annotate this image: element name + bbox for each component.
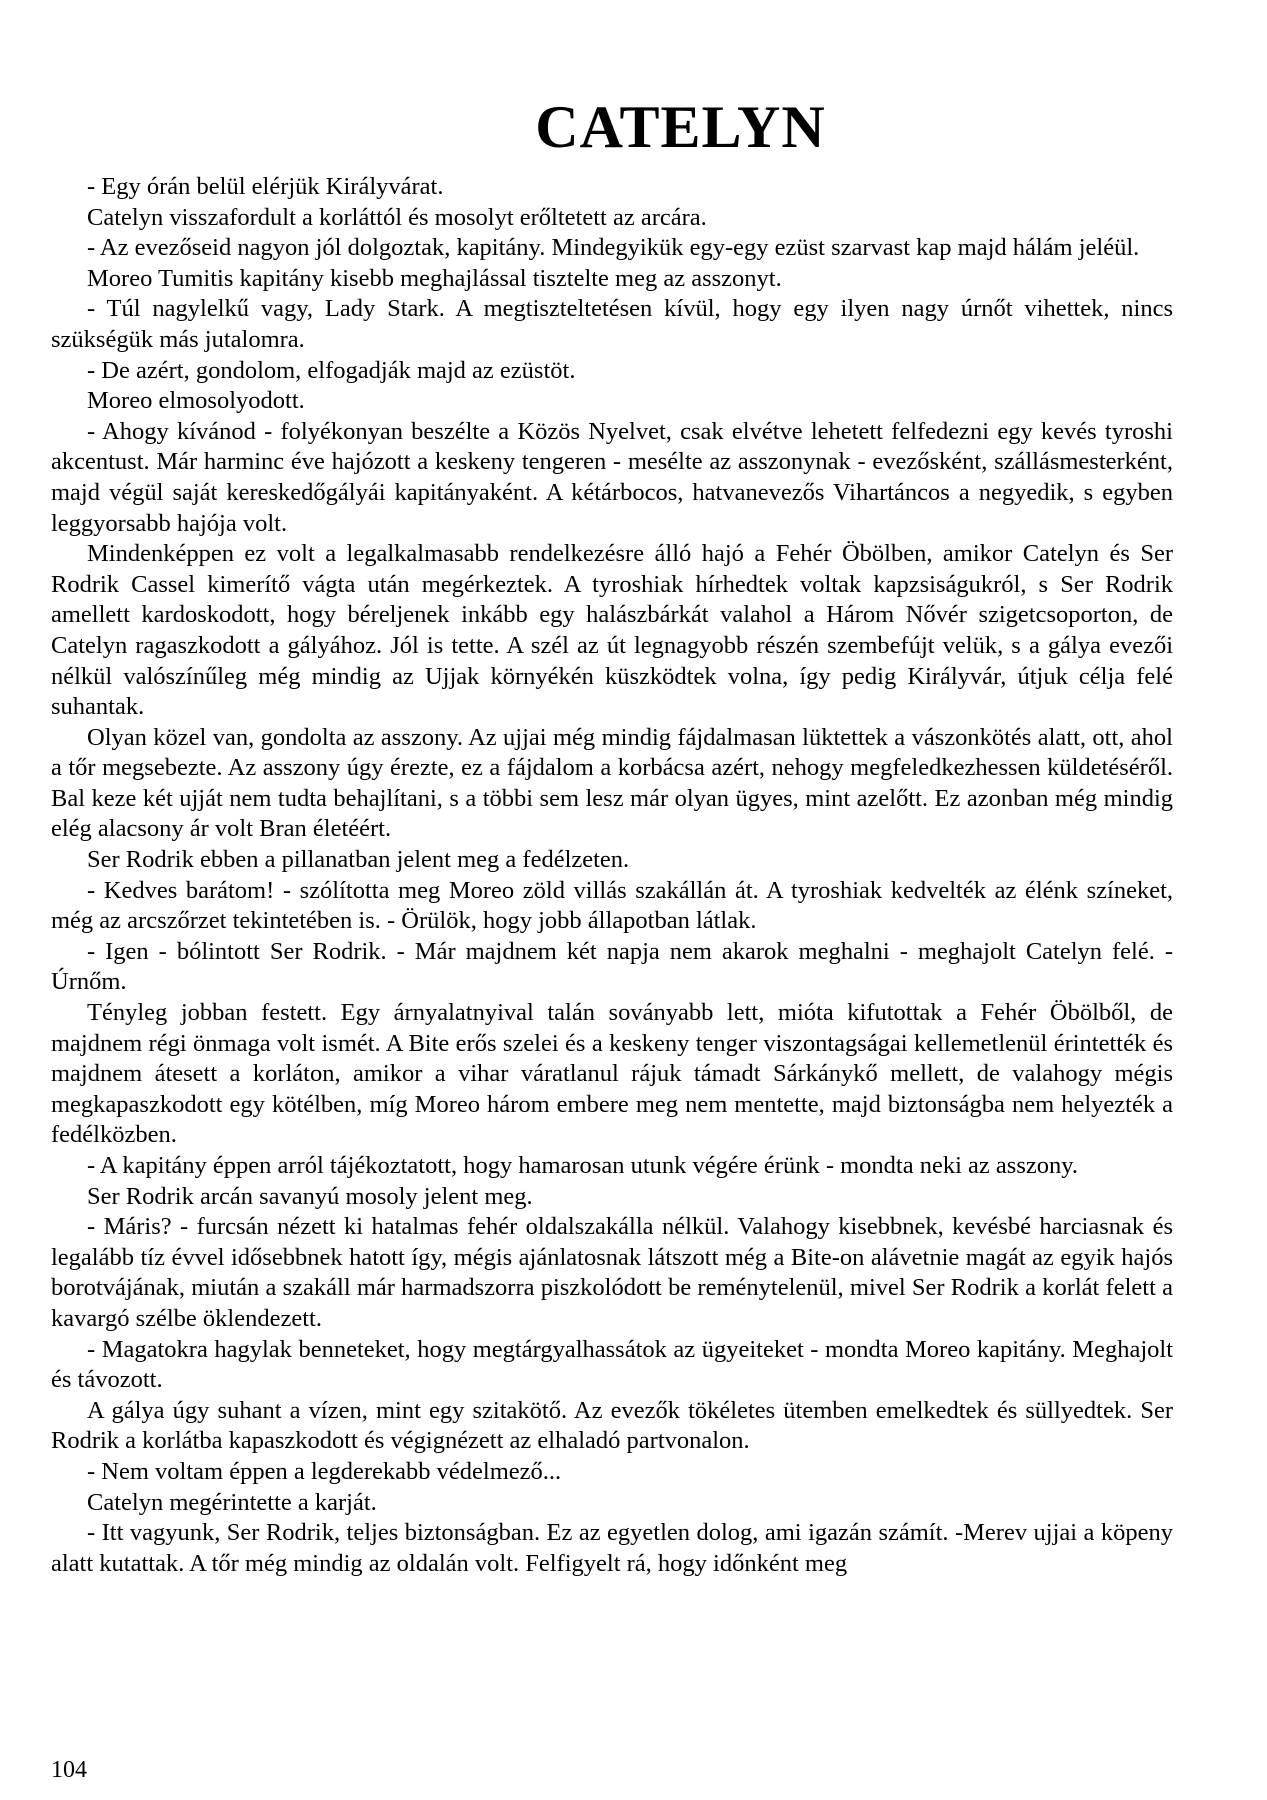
paragraph: Catelyn megérintette a karját. [87,1488,377,1516]
paragraph: - A kapitány éppen arról tájékoztatott, hogy hamarosan utunk végére érünk - mondta neki az asszony. [87,1152,1079,1179]
paragraph: - Ahogy kívánod - folyékonyan beszélte a Közös Nyelvet, csak elvétve lehetett felfedezni egy kevés tyroshi akcentust. Már harminc éve hajózott a keskeny tengeren - mesélte az asszonynak - evezősként, szállásmesterként, majd végül saját kereskedőgályái kapitányaként. A kétárbocos, hatvanevezős Vihartáncos a negyedik, s egyben leggyorsabb hajója volt. [51,417,1173,537]
page-number: 104 [51,1757,87,1783]
paragraph: - Magatokra hagylak benneteket, hogy megtárgyalhassátok az ügyeiteket - mondta Moreo kapitány. Meghajolt és távozott. [51,1335,1173,1394]
paragraph: - Nem voltam éppen a legderekabb védelmező... [87,1457,562,1485]
paragraph: - Máris? - furcsán nézett ki hatalmas fehér oldalszakálla nélkül. Valahogy kisebbnek, kevésbé harciasnak és legalább tíz évvel idősebbnek hatott így, mégis ajánlatosnak látszott még a Bite-on alávetnie magát az egyik hajós borotvájának, miután a szakáll már harmadszorra piszkolódott be reménytelenül, mivel Ser Rodrik a korlát felett a kavargó szélbe öklendezett. [51,1213,1173,1332]
paragraph: Tényleg jobban festett. Egy árnyalatnyival talán soványabb lett, mióta kifutottak a Fehér Öbölből, de majdnem régi önmaga volt ismét. A Bite erős szelei és a keskeny tenger viszontagságai kellemetlenül érintették és majdnem átesett a korláton, amikor a vihar váratlanul rájuk támadt Sárkánykő mellett, de valahogy mégis megkapaszkodott egy kötélben, míg Moreo három embere meg nem mentette, majd biztonságba nem helyezték a fedélközben. [51,999,1173,1149]
body-text [51,172,1173,1579]
paragraph: Olyan közel van, gondolta az asszony. Az ujjai még mindig fájdalmasan lüktettek a vászonkötés alatt, ott, ahol a tőr megsebezte. Az asszony úgy érezte, ez a fájdalom a korbácsa azért, nehogy megfeledkezhessen küldetéséről. Bal keze két ujját nem tudta behajlítani, s a többi sem lesz már olyan ügyes, mint azelőtt. Ez azonban még mindig elég alacsony ár volt Bran életéért. [51,723,1173,843]
paragraph: - Túl nagylelkű vagy, Lady Stark. A megtiszteltetésen kívül, hogy egy ilyen nagy úrnőt vihettek, nincs szükségük más jutalomra. [51,295,1173,353]
paragraph: - Kedves barátom! - szólította meg Moreo zöld villás szakállán át. A tyroshiak kedvelték az élénk színeket, még az arcszőrzet tekintetében is. - Örülök, hogy jobb állapotban látlak. [51,876,1173,935]
paragraph: Ser Rodrik arcán savanyú mosoly jelent meg. [87,1182,533,1210]
paragraph: - Az evezőseid nagyon jól dolgoztak, kapitány. Mindegyikük egy-egy ezüst szarvast kap majd hálám jeléül. [87,234,1140,262]
paragraph: Catelyn visszafordult a korláttól és mosolyt erőltetett az arcára. [87,203,707,231]
paragraph: - Egy órán belül elérjük Királyvárat. [87,173,444,200]
paragraph: - Itt vagyunk, Ser Rodrik, teljes biztonságban. Ez az egyetlen dolog, ami igazán számít. -Merev ujjai a köpeny alatt kutattak. A tőr még mindig az oldalán volt. Felfigyelt rá, hogy időnként meg [51,1519,1173,1577]
paragraph: Moreo Tumitis kapitány kisebb meghajlással tisztelte meg az asszonyt. [87,264,782,292]
paragraph: - De azért, gondolom, elfogadják majd az ezüstöt. [87,356,576,384]
paragraph: Moreo elmosolyodott. [87,387,305,415]
paragraph: A gálya úgy suhant a vízen, mint egy szitakötő. Az evezők tökéletes ütemben emelkedtek és süllyedtek. Ser Rodrik a korlátba kapaszkodott és végignézett az elhaladó partvonalon. [51,1396,1173,1455]
paragraph: Mindenképpen ez volt a legalkalmasabb rendelkezésre álló hajó a Fehér Öbölben, amikor Catelyn és Ser Rodrik Cassel kimerítő vágta után megérkeztek. A tyroshiak hírhedtek voltak kapzsiságukról, s Ser Rodrik amellett kardoskodott, hogy béreljenek inkább egy halászbárkát valahol a Három Nővér szigetcsoporton, de Catelyn ragaszkodott a gályához. Jól is tette. A szél az út legnagyobb részén szembefújt velük, s a gálya evezői nélkül valószínűleg még mindig az Ujjak környékén küszködtek volna, így pedig Királyvár, útjuk célja felé suhantak. [51,540,1173,721]
chapter-title: CATELYN [535,94,826,160]
paragraph: Ser Rodrik ebben a pillanatban jelent meg a fedélzeten. [87,846,630,874]
paragraph: - Igen - bólintott Ser Rodrik. - Már majdnem két napja nem akarok meghalni - meghajolt Catelyn felé. - Úrnőm. [51,937,1173,996]
